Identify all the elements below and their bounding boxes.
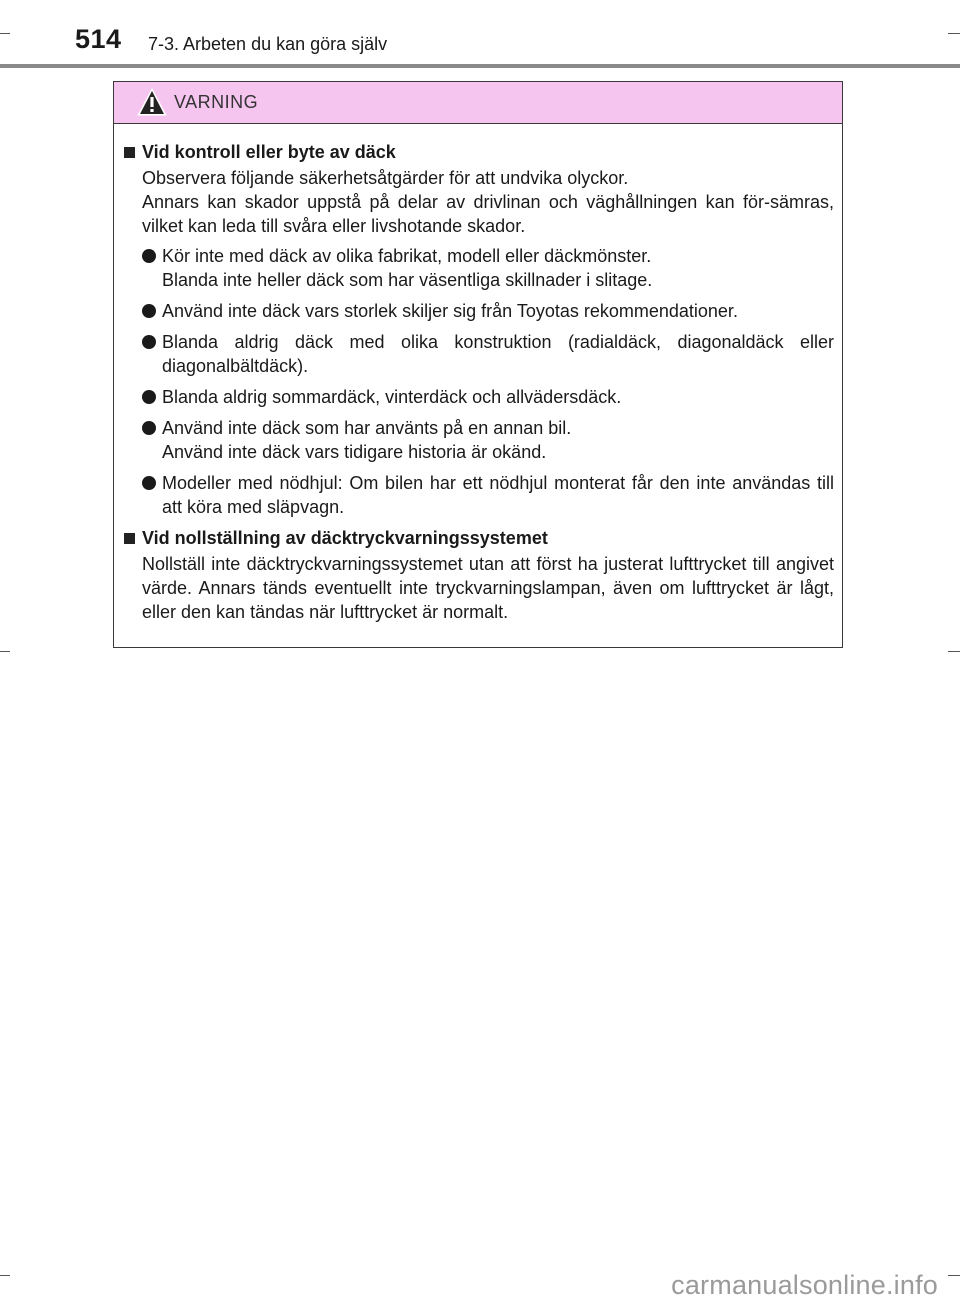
square-bullet-icon xyxy=(124,147,135,158)
crop-mark xyxy=(948,651,960,652)
bullet-text: Använd inte däck vars storlek skiljer sig från Toyotas rekommendationer. xyxy=(162,301,738,321)
warning-section xyxy=(124,140,834,519)
round-bullet-icon xyxy=(142,421,156,435)
bullet-text: Använd inte däck som har använts på en annan bil. Använd inte däck vars tidigare historia är okänd. xyxy=(162,418,572,462)
round-bullet-icon xyxy=(142,335,156,349)
warning-title: VARNING xyxy=(174,92,259,112)
list-item xyxy=(124,385,834,409)
bullet-text: Modeller med nödhjul: Om bilen har ett nödhjul monterat får den inte användas till att köra med släpvagn. xyxy=(162,473,834,517)
warning-triangle-icon xyxy=(137,88,167,116)
bullet-list xyxy=(124,244,834,519)
bullet-text: Blanda aldrig däck med olika konstruktion (radialdäck, diagonaldäck eller diagonalbältdäck). xyxy=(162,332,834,376)
watermark: carmanualsonline.info xyxy=(671,1270,938,1300)
round-bullet-icon xyxy=(142,390,156,404)
crop-mark xyxy=(0,1275,10,1276)
bullet-text: Kör inte med däck av olika fabrikat, modell eller däckmönster. Blanda inte heller däck som har väsentliga skillnader i slitage. xyxy=(162,246,653,290)
round-bullet-icon xyxy=(142,304,156,318)
crop-mark xyxy=(0,651,10,652)
list-item xyxy=(124,244,834,292)
section-heading-text: Vid nollställning av däcktryckvarningssystemet xyxy=(142,528,548,548)
warning-header xyxy=(114,82,842,124)
warning-box xyxy=(113,81,843,648)
section-intro: Nollställ inte däcktryckvarningssystemet utan att först ha justerat lufttrycket till angivet värde. Annars tänds eventuellt inte tryckvarningslampan, även om lufttrycket är lågt, eller den kan tändas när lufttrycket är normalt. xyxy=(142,554,834,622)
square-bullet-icon xyxy=(124,533,135,544)
list-item xyxy=(124,471,834,519)
round-bullet-icon xyxy=(142,476,156,490)
list-item xyxy=(124,330,834,378)
header-rule xyxy=(0,64,960,68)
section-intro xyxy=(142,166,834,238)
section-heading xyxy=(124,526,834,550)
crop-mark xyxy=(948,1275,960,1276)
intro-line: Annars kan skador uppstå på delar av drivlinan och väghållningen kan för-sämras, vilket kan leda till svåra eller livshotande skador. xyxy=(142,192,834,236)
round-bullet-icon xyxy=(142,249,156,263)
section-heading xyxy=(124,140,834,164)
warning-body xyxy=(114,124,842,624)
page-number: 514 xyxy=(75,24,122,54)
page-header xyxy=(0,0,960,68)
warning-section xyxy=(124,526,834,624)
section-heading-text: Vid kontroll eller byte av däck xyxy=(142,142,396,162)
list-item xyxy=(124,416,834,464)
bullet-text: Blanda aldrig sommardäck, vinterdäck och allvädersdäck. xyxy=(162,387,622,407)
intro-line: Observera följande säkerhetsåtgärder för att undvika olyckor. xyxy=(142,168,629,188)
section-title: 7-3. Arbeten du kan göra själv xyxy=(148,34,388,54)
list-item xyxy=(124,299,834,323)
